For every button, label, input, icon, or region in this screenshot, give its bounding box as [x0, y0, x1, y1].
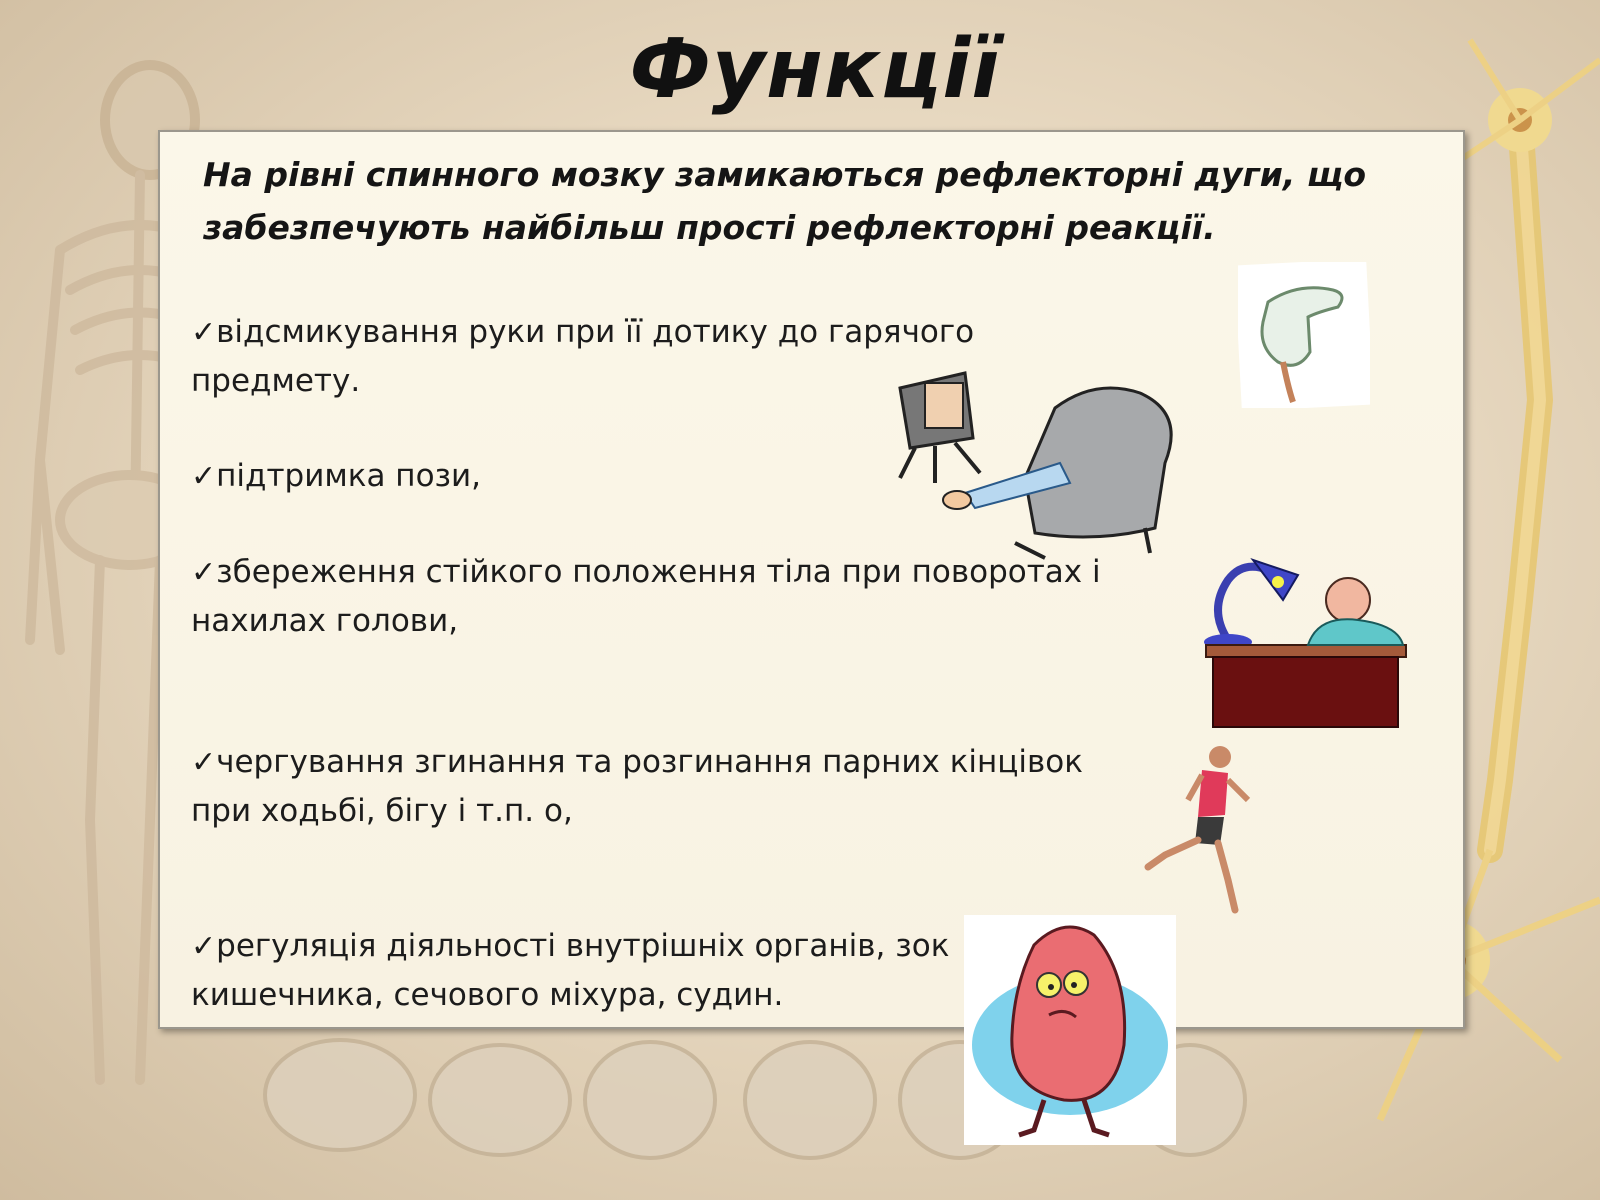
bullet-item: ✓чергування згинання та розгинання парних кінцівок при ходьбі, бігу і т.п. о,: [191, 744, 1083, 829]
slide-title: Функції: [629, 22, 1001, 117]
check-icon: ✓: [191, 555, 217, 590]
bullet-item: ✓підтримка пози,: [191, 458, 482, 494]
check-icon: ✓: [191, 315, 217, 350]
desk-lamp-icon: [1198, 550, 1416, 730]
tv-armchair-icon: [895, 368, 1195, 560]
check-icon: ✓: [191, 929, 217, 964]
check-icon: ✓: [191, 459, 217, 494]
runner-icon: [1140, 745, 1258, 923]
bullet-item: ✓відсмикування руки при її дотику до гарячого предмету.: [191, 314, 975, 399]
intro-text: На рівні спинного мозку замикаються рефлекторні дуги, що забезпечують найбільш прості рефлекторні реакції.: [203, 155, 1367, 247]
bullet-item: ✓збереження стійкого положення тіла при поворотах і нахилах голови,: [191, 554, 1101, 639]
hand-icon: [1238, 262, 1370, 408]
bullet-item: ✓регуляція діяльності внутрішніх органів, зок кишечника, сечового міхура, судин.: [191, 928, 950, 1013]
stomach-character-icon: [964, 915, 1176, 1145]
check-icon: ✓: [191, 745, 217, 780]
